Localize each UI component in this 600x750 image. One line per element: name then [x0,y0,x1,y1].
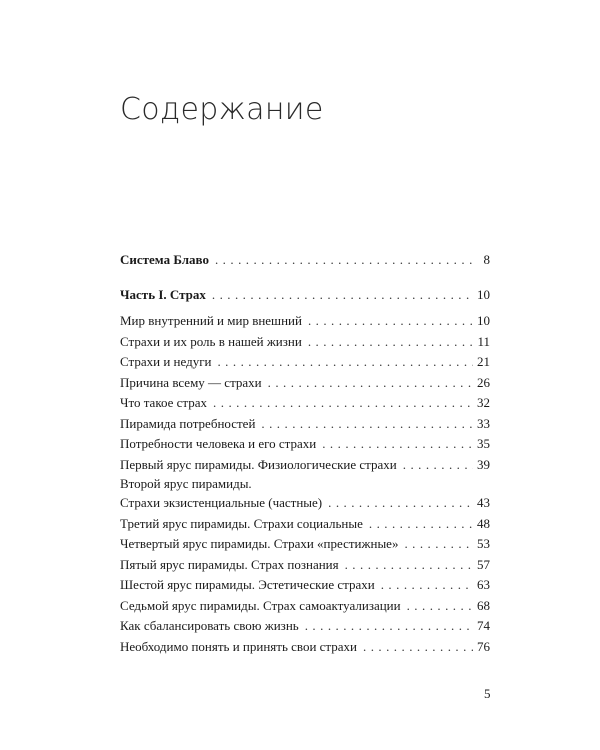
toc-dot-leader [407,596,473,617]
toc-entry[interactable] [120,596,490,617]
toc-dot-leader [381,575,473,596]
toc-entry-page: 35 [477,436,490,451]
toc-entry-page: 21 [477,354,490,369]
toc-entry-page: 76 [477,638,490,654]
toc-entry-label: Причина всему — страхи [120,374,262,390]
toc-entry[interactable] [120,637,490,658]
toc-entry[interactable] [120,575,490,596]
toc-entry-page: 32 [477,395,490,410]
toc-dot-leader [308,311,473,332]
page-number: 5 [484,686,491,701]
toc-entry-page: 53 [477,536,490,551]
toc-dot-leader [403,455,473,476]
toc-entry-page: 43 [477,495,490,510]
toc-entry-page: 74 [477,618,490,633]
toc-entry[interactable] [120,373,490,394]
toc-entry[interactable] [120,555,490,576]
toc-entry-label: Страхи экзистенциальные (частные) [120,495,323,510]
toc-entry-label: Потребности человека и его страхи [120,436,317,451]
toc-entry-label: Страхи и недуги [120,354,212,369]
toc-entry[interactable] [120,311,490,332]
toc-entry-label: Как сбалансировать свою жизнь [120,618,299,633]
toc-dot-leader [261,414,473,435]
toc-entry-label: Часть I. Страх [120,286,206,302]
toc-entry[interactable] [120,414,490,435]
toc-entry[interactable] [120,332,490,353]
toc-entry-page: 26 [477,374,490,390]
toc-entry-label: Пирамида потребностей [120,415,256,431]
toc-entry[interactable] [120,616,490,637]
toc-dot-leader [215,250,474,271]
toc-entry-page: 48 [477,515,490,531]
toc-entry-page: 10 [477,286,490,302]
toc-dot-leader [345,555,473,576]
toc-entry-label: Седьмой ярус пирамиды. Страх самоактуализации [120,597,401,613]
toc-entry-label: Первый ярус пирамиды. Физиологические страхи [120,456,397,472]
toc-entry-label: Необходимо понять и принять свои страхи [120,638,357,654]
toc-dot-leader [369,514,473,535]
toc-entry[interactable] [120,285,490,306]
toc-entry[interactable] [120,393,490,414]
toc-dot-leader [308,332,474,353]
table-of-contents [120,250,490,657]
toc-entry-label: Пятый ярус пирамиды. Страх познания [120,556,339,572]
toc-dot-leader [217,352,473,373]
toc-entry-label: Мир внутренний и мир внешний [120,313,302,328]
toc-entry[interactable] [120,434,490,455]
toc-dot-leader [363,637,473,658]
toc-dot-leader [322,434,473,455]
toc-entry-page: 10 [477,313,490,328]
toc-entry-label: Шестой ярус пирамиды. Эстетические страхи [120,577,375,592]
toc-entry-label: Третий ярус пирамиды. Страхи социальные [120,515,363,531]
toc-entry-label-line1: Второй ярус пирамиды. [120,476,252,491]
toc-entry-page: 8 [483,252,490,267]
toc-entry[interactable] [120,250,490,271]
toc-entry-label: Страхи и их роль в нашей жизни [120,333,302,349]
toc-dot-leader [305,616,473,637]
toc-dot-leader [213,393,473,414]
page-title: Содержание [120,92,324,127]
toc-entry-page: 33 [477,415,490,431]
toc-entry[interactable] [120,534,490,555]
toc-entry-label: Четвертый ярус пирамиды. Страхи «престижные» [120,536,399,551]
toc-dot-leader [404,534,473,555]
toc-dot-leader [268,373,473,394]
toc-entry-page: 63 [477,577,490,592]
toc-entry-label: Что такое страх [120,395,208,410]
toc-entry-page: 39 [477,456,490,472]
toc-entry-page: 57 [477,556,490,572]
toc-entry-multiline[interactable] [120,475,490,514]
toc-entry-page: 11 [477,333,490,349]
toc-entry[interactable] [120,352,490,373]
toc-entry[interactable] [120,514,490,535]
toc-dot-leader [328,493,473,514]
toc-entry-page: 68 [477,597,490,613]
toc-entry[interactable] [120,455,490,476]
toc-dot-leader [212,285,473,306]
toc-entry-label: Система Блаво [120,252,209,267]
